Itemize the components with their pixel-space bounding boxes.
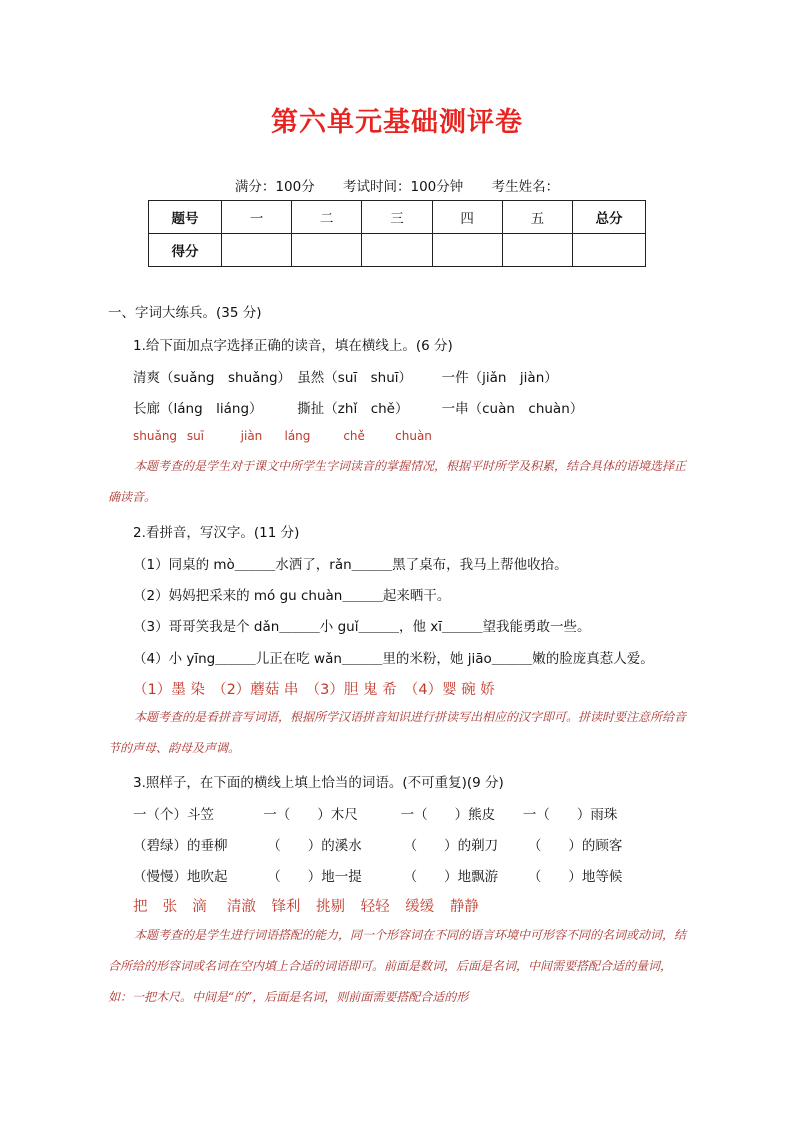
answer-item: chě (343, 429, 365, 443)
full-score: 满分：100分 (234, 179, 315, 195)
collocation-item: （慢慢）地吹起 (133, 869, 228, 885)
question-2-line: （2）妈妈把采来的 mó gu chuàn＿＿＿起来晒干。 (133, 588, 451, 604)
score-header-cell: 五 (502, 201, 572, 234)
answer-item: chuàn (395, 429, 432, 443)
answer-item: 挑剔 (316, 899, 346, 915)
question-3-row (133, 834, 622, 854)
question-1-row-2 (133, 397, 583, 417)
question-2-answer: （1）墨 染 （2）蘑菇 串 （3）胆 鬼 希 （4）婴 碗 娇 (133, 682, 495, 698)
score-cell[interactable] (362, 234, 432, 267)
answer-item: 把 (133, 899, 148, 915)
answer-item: 清澈 (226, 899, 256, 915)
score-cell[interactable] (222, 234, 292, 267)
pinyin-choice: 虽然（suī shuī） (297, 370, 413, 386)
score-cell[interactable] (292, 234, 362, 267)
collocation-item: （ ）的剃刀 (403, 838, 499, 854)
answer-item: 锋利 (271, 899, 301, 915)
answer-item: shuǎng (133, 429, 178, 443)
question-1-answer (133, 429, 432, 443)
pinyin-choice: 一件（jiǎn jiàn） (441, 370, 558, 386)
score-header-cell: 二 (292, 201, 362, 234)
score-header-cell: 三 (362, 201, 432, 234)
answer-item: 张 (162, 899, 178, 915)
answer-item: suī (186, 429, 205, 443)
pinyin-choice: 一串（cuàn chuàn） (441, 401, 584, 417)
question-3-explanation: 本题考查的是学生进行词语搭配的能力，同一个形容词在不同的语言环境中可形容不同的名词或动词，结合所给的形容词或名词在空内填上合适的词语即可。前面是数词，后面是名词，中间需要搭配合适的量词，如：一把木尺。中间是“的”，后面是名词，则前面需要搭配合适的形 (108, 928, 687, 1004)
collocation-item: （ ）地一提 (267, 869, 362, 885)
answer-item: 缓缓 (405, 899, 435, 915)
score-table (148, 200, 646, 267)
question-3-row (133, 865, 622, 885)
answer-item: jiàn (240, 429, 263, 443)
collocation-item: （ ）地飘游 (403, 869, 499, 885)
answer-item: 静静 (449, 899, 479, 915)
section-heading: 一、字词大练兵。(35 分) (108, 305, 262, 321)
score-row-label: 得分 (149, 234, 222, 267)
question-3-row (133, 803, 617, 823)
score-table-header-row (149, 201, 646, 234)
score-header-cell: 四 (432, 201, 502, 234)
collocation-item: （ ）地等候 (527, 869, 623, 885)
answer-item: láng (284, 429, 311, 443)
question-2-stem: 2.看拼音，写汉字。(11 分) (133, 525, 300, 541)
score-header-cell: 一 (222, 201, 292, 234)
question-1-stem: 1.给下面加点字选择正确的读音，填在横线上。(6 分) (133, 338, 453, 354)
score-cell[interactable] (432, 234, 502, 267)
collocation-item: 一（ ）雨珠 (522, 807, 618, 823)
collocation-item: （ ）的溪水 (267, 838, 362, 854)
question-2-line: （1）同桌的 mò＿＿＿水洒了，rǎn＿＿＿黑了桌布，我马上帮他收拾。 (133, 557, 568, 573)
page-title: 第六单元基础测评卷 (271, 107, 523, 138)
pinyin-choice: 长廊（láng liáng） (133, 401, 263, 417)
answer-item: 轻轻 (360, 899, 390, 915)
exam-time: 考试时间：100分钟 (343, 179, 464, 195)
question-1-row-1 (133, 366, 558, 386)
question-2-line: （3）哥哥笑我是个 dǎn＿＿＿小 guǐ＿＿＿，他 xī＿＿＿望我能勇敢一些。 (133, 619, 591, 635)
collocation-item: （碧绿）的垂柳 (133, 838, 228, 854)
pinyin-choice: 撕扯（zhǐ chě） (297, 401, 409, 417)
pinyin-choice: 清爽（suǎng shuǎng） (133, 370, 292, 386)
collocation-item: （ ）的顾客 (527, 838, 623, 854)
student-name-label: 考生姓名： (491, 179, 560, 195)
collocation-item: 一（ ）熊皮 (400, 807, 496, 823)
score-table-score-row (149, 234, 646, 267)
question-2-line: （4）小 yīng＿＿＿儿正在吃 wǎn＿＿＿里的米粉，她 jiāo＿＿＿嫩的脸庞真惹人爱。 (133, 651, 654, 667)
answer-item: 滴 (192, 899, 207, 915)
exam-meta (0, 175, 794, 195)
score-header-cell: 题号 (149, 201, 222, 234)
collocation-item: 一（ ）木尺 (263, 807, 358, 823)
score-header-cell: 总分 (573, 201, 646, 234)
question-2-explanation: 本题考查的是看拼音写词语，根据所学汉语拼音知识进行拼读写出相应的汉字即可。拼读时要注意所给音节的声母、韵母及声调。 (108, 710, 687, 755)
question-3-answer (133, 895, 479, 916)
score-cell[interactable] (573, 234, 646, 267)
score-cell[interactable] (502, 234, 572, 267)
collocation-item: 一（个）斗笠 (133, 807, 214, 823)
question-3-stem: 3.照样子，在下面的横线上填上恰当的词语。(不可重复)(9 分) (133, 775, 504, 791)
question-1-explanation: 本题考查的是学生对于课文中所学生字词读音的掌握情况，根据平时所学及积累，结合具体的语境选择正确读音。 (108, 459, 687, 504)
